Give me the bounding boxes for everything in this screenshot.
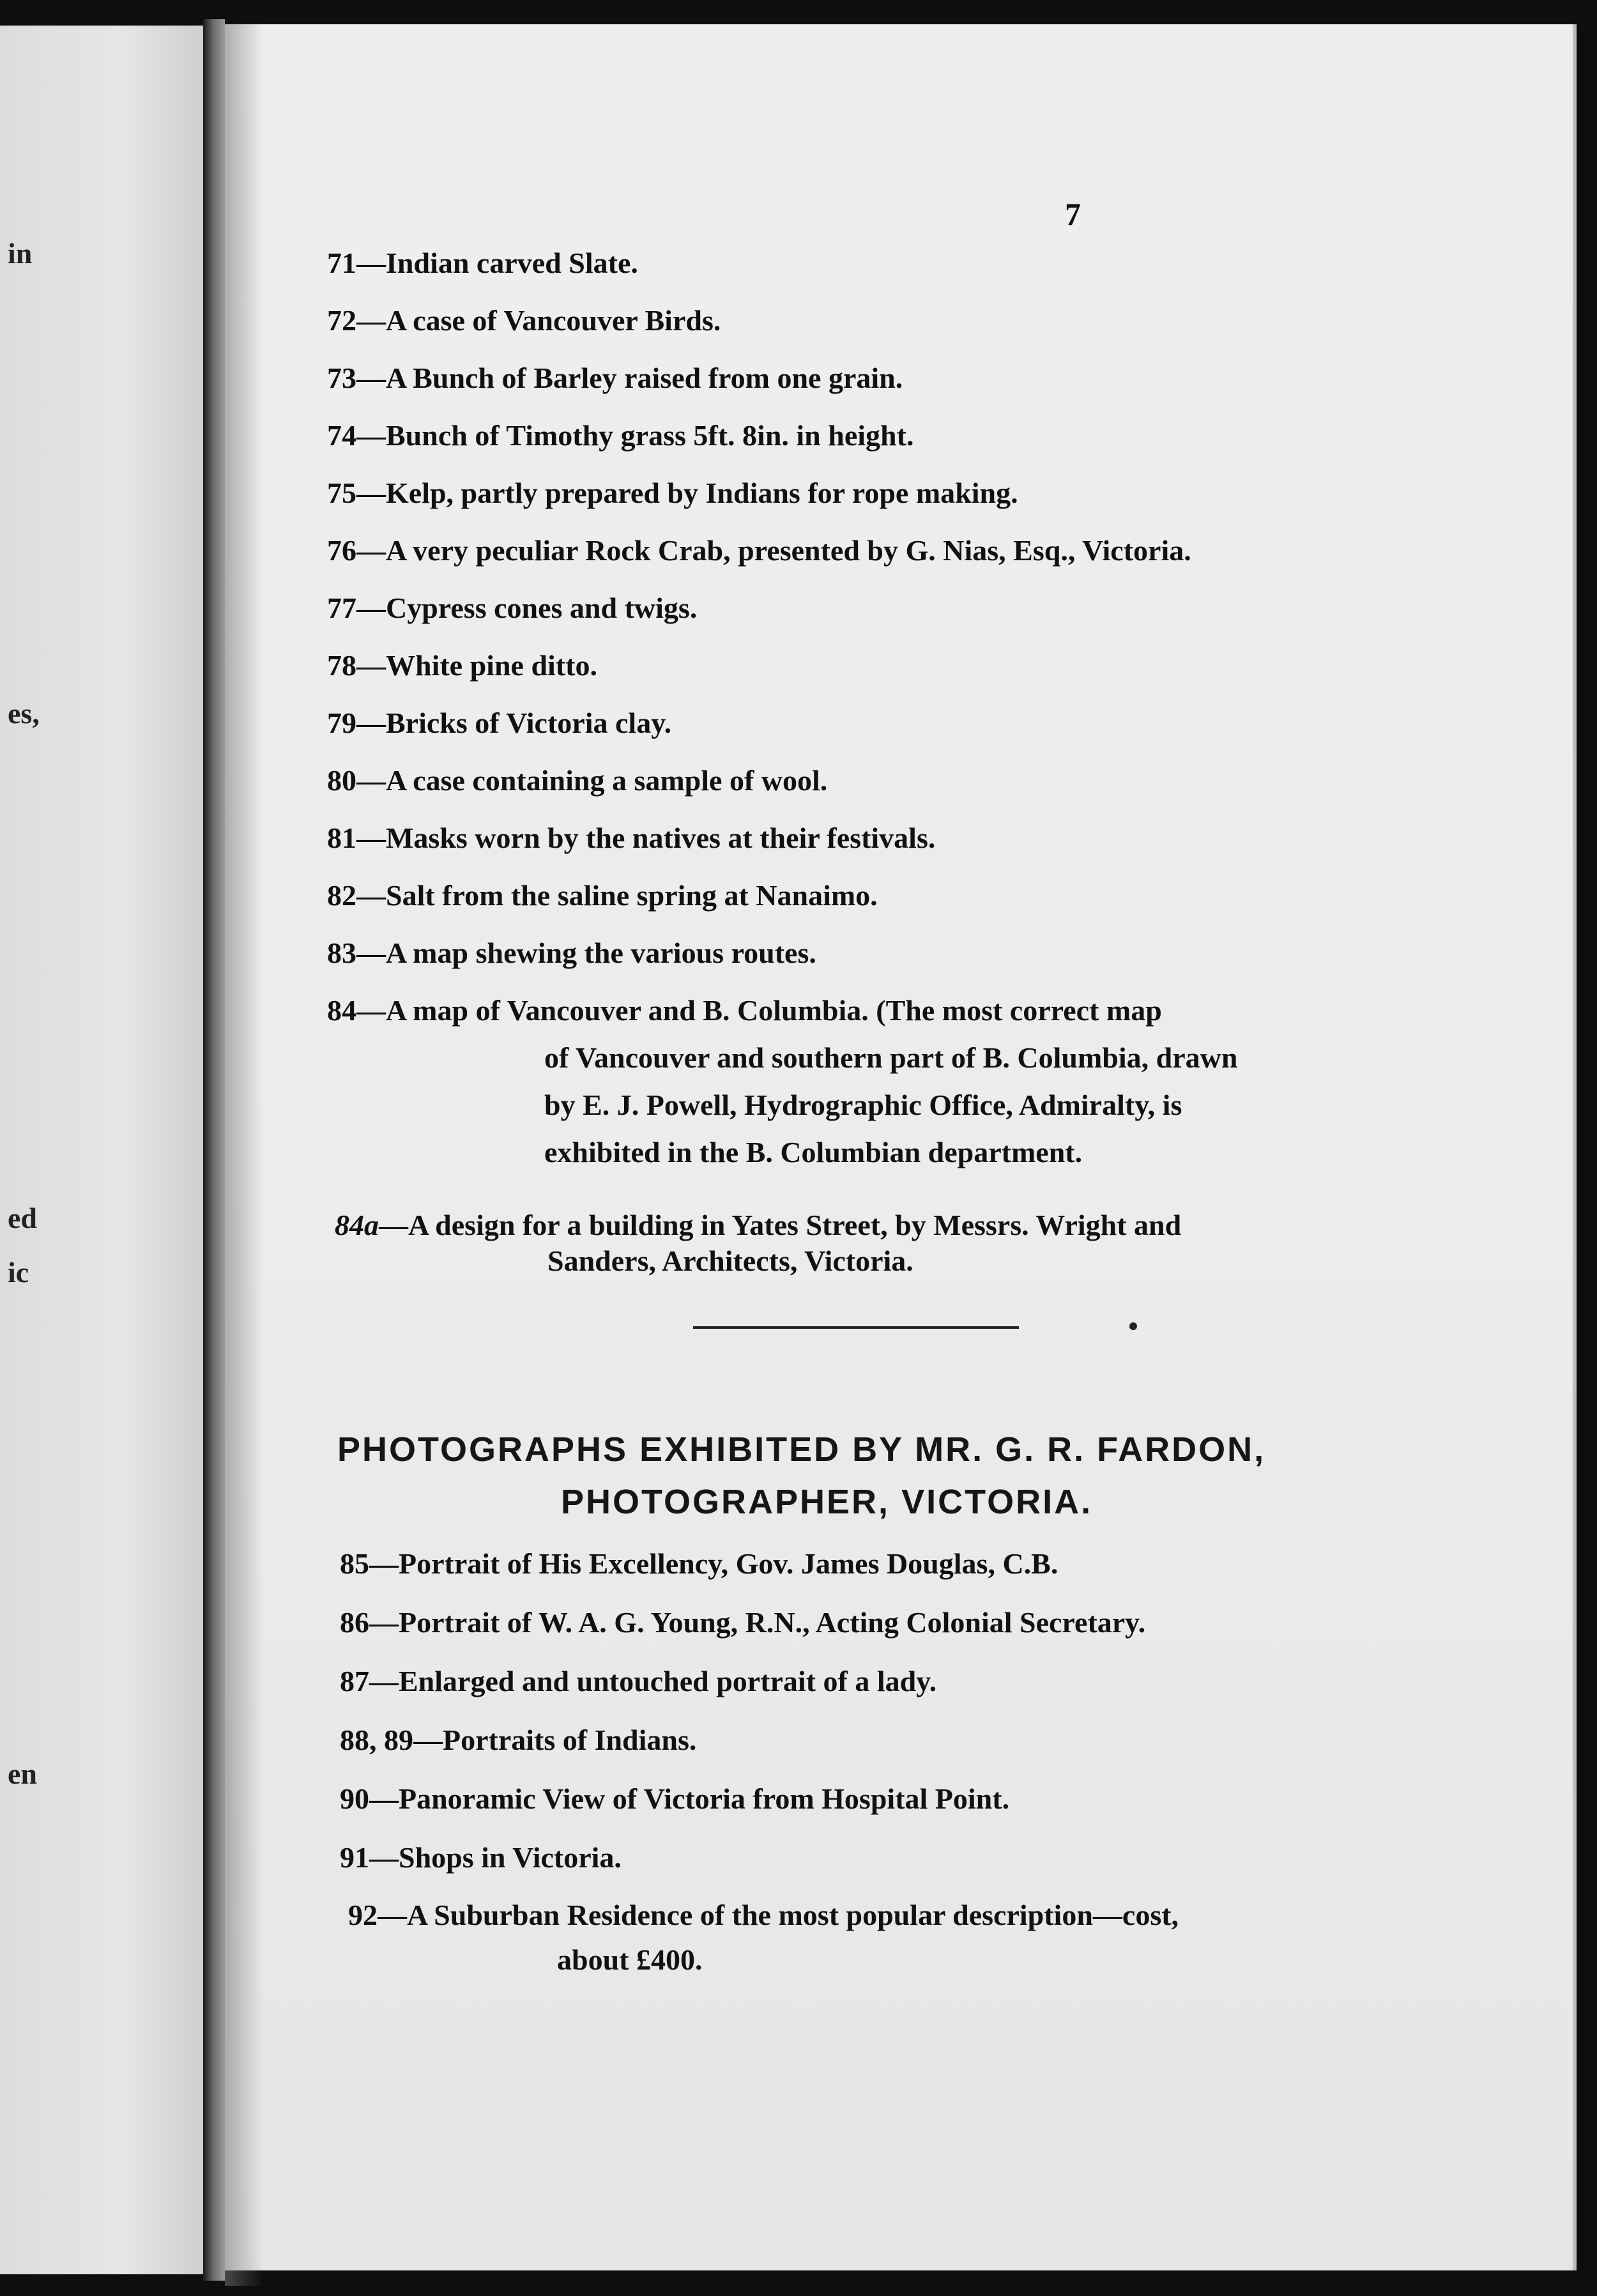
list-item: 92—A Suburban Residence of the most popular description—cost, (348, 1899, 1179, 1931)
list-item: 80—A case containing a sample of wool. (327, 764, 828, 797)
list-item: 91—Shops in Victoria. (340, 1841, 622, 1874)
left-page-fragment: in (8, 237, 33, 270)
list-item-continuation: Sanders, Architects, Victoria. (547, 1244, 913, 1277)
list-item: 83—A map shewing the various routes. (327, 937, 816, 969)
list-item: 87—Enlarged and untouched portrait of a lady. (340, 1665, 937, 1697)
list-item: 74—Bunch of Timothy grass 5ft. 8in. in height. (327, 419, 914, 452)
list-item: 85—Portrait of His Excellency, Gov. James Douglas, C.B. (340, 1547, 1058, 1580)
list-item: 81—Masks worn by the natives at their festivals. (327, 822, 936, 854)
document-page (225, 24, 1577, 2270)
list-item: 90—Panoramic View of Victoria from Hospital Point. (340, 1782, 1010, 1815)
list-item: 72—A case of Vancouver Birds. (327, 304, 721, 337)
list-item-continuation: by E. J. Powell, Hydrographic Office, Admiralty, is (544, 1089, 1182, 1121)
list-item: 76—A very peculiar Rock Crab, presented by G. Nias, Esq., Victoria. (327, 534, 1191, 567)
list-item: 82—Salt from the saline spring at Nanaimo. (327, 879, 878, 912)
section-divider (693, 1326, 1019, 1329)
page-number: 7 (1065, 196, 1081, 232)
ornament-dot (1129, 1322, 1137, 1330)
list-item-continuation: about £400. (557, 1943, 703, 1976)
book-spine (203, 19, 225, 2281)
list-item-continuation: exhibited in the B. Columbian department. (544, 1136, 1083, 1168)
list-item: 75—Kelp, partly prepared by Indians for rope making. (327, 477, 1018, 509)
section-heading: PHOTOGRAPHER, VICTORIA. (561, 1483, 1093, 1521)
left-page-fragment: es, (8, 697, 40, 730)
list-item: 79—Bricks of Victoria clay. (327, 707, 672, 739)
section-heading: PHOTOGRAPHS EXHIBITED BY MR. G. R. FARDON, (337, 1430, 1266, 1469)
list-item: 84—A map of Vancouver and B. Columbia. (The most correct map (327, 994, 1162, 1027)
list-item: 78—White pine ditto. (327, 649, 597, 682)
list-item: 71—Indian carved Slate. (327, 247, 638, 279)
list-item: 77—Cypress cones and twigs. (327, 592, 698, 624)
list-item: 86—Portrait of W. A. G. Young, R.N., Acting Colonial Secretary. (340, 1606, 1146, 1639)
list-item: 88, 89—Portraits of Indians. (340, 1724, 697, 1756)
gutter-shadow (225, 24, 263, 2286)
left-page-fragment: ic (8, 1256, 29, 1289)
list-item-continuation: of Vancouver and southern part of B. Columbia, drawn (544, 1041, 1238, 1074)
previous-page-strip (0, 26, 203, 2274)
list-item: 84a—A design for a building in Yates Street, by Messrs. Wright and (335, 1209, 1182, 1241)
left-page-fragment: en (8, 1757, 37, 1790)
list-item: 73—A Bunch of Barley raised from one grain. (327, 362, 903, 394)
left-page-fragment: ed (8, 1202, 37, 1234)
